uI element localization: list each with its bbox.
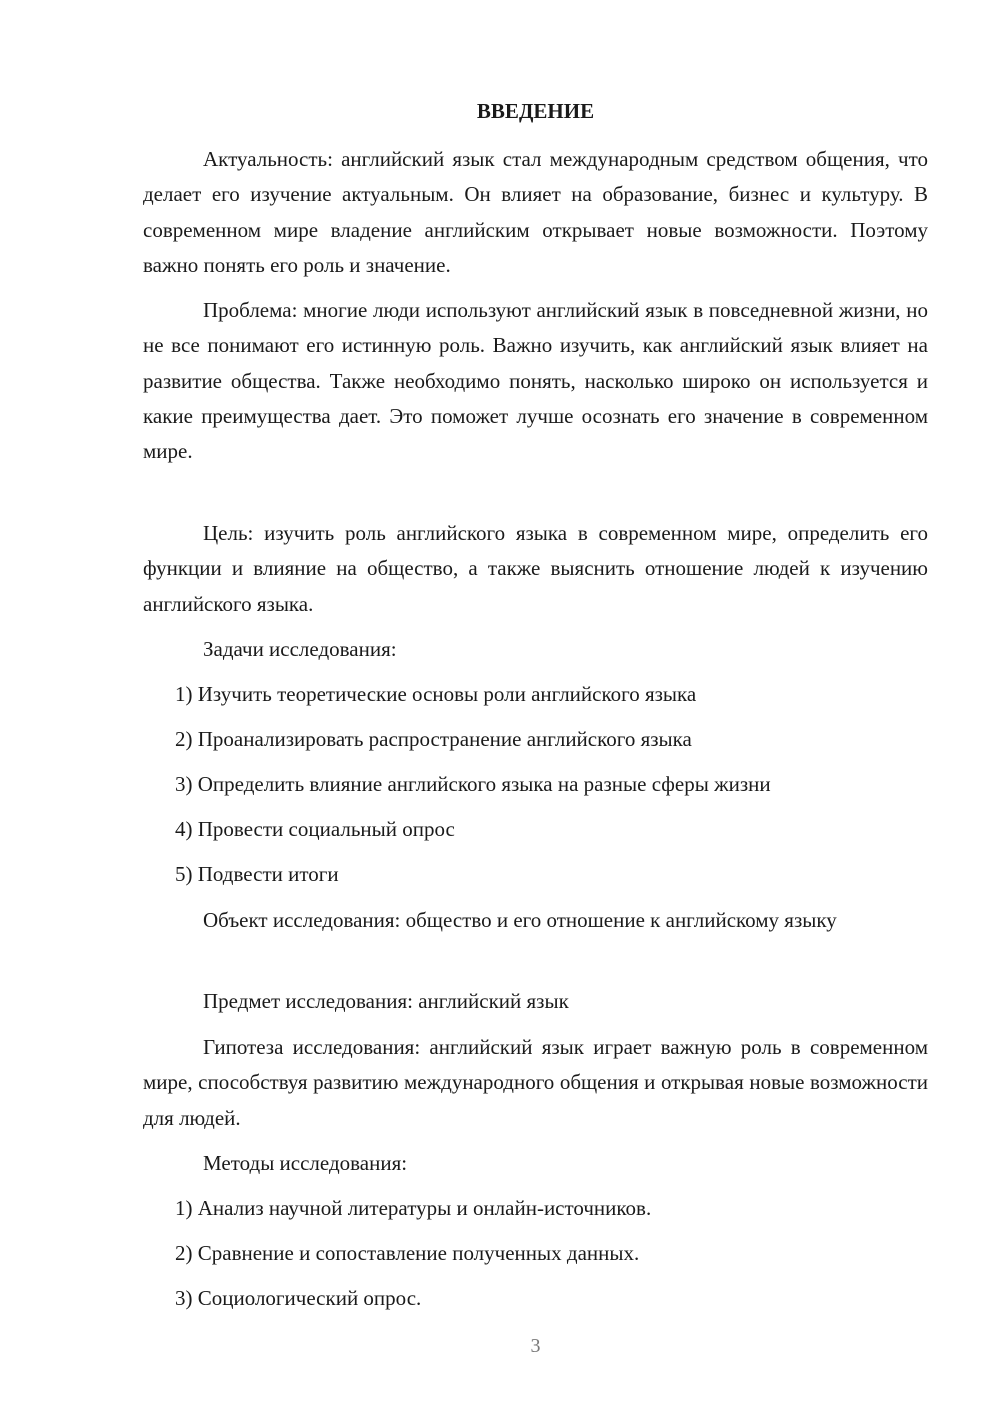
task-item-3: 3) Определить влияние английского языка на разные сферы жизни [175,772,771,796]
hypothesis-paragraph: Гипотеза исследования: английский язык играет важную роль в современном мире, способствуя развитию международного общения и открывая новые возможности для людей. [143,1035,928,1130]
problem-paragraph: Проблема: многие люди используют английский язык в повседневной жизни, но не все понимают его истинную роль. Важно изучить, как английский язык влияет на развитие общества. Также необходимо понять, насколько широко он используется и какие преимущества дает. Это поможет лучше осознать его значение в современном мире. [143,298,928,464]
page-title: ВВЕДЕНИЕ [476,99,595,123]
tasks-title: Задачи исследования: [203,637,397,661]
task-item-4: 4) Провести социальный опрос [175,817,455,841]
relevance-paragraph: Актуальность: английский язык стал международным средством общения, что делает его изучение актуальным. Он влияет на образование, бизнес и культуру. В современном мире владение английским открывает новые возможности. Поэтому важно понять его роль и значение. [143,147,928,277]
goal-paragraph: Цель: изучить роль английского языка в современном мире, определить его функции и влияние на общество, а также выяснить отношение людей к изучению английского языка. [143,521,928,616]
subject-paragraph: Предмет исследования: английский язык [203,989,569,1013]
method-item-2: 2) Сравнение и сопоставление полученных данных. [175,1241,640,1265]
task-item-2: 2) Проанализировать распространение английского языка [175,727,692,751]
method-item-3: 3) Социологический опрос. [175,1286,422,1310]
task-item-5: 5) Подвести итоги [175,862,339,886]
document-page [143,0,928,1414]
task-item-1: 1) Изучить теоретические основы роли английского языка [175,682,697,706]
methods-title: Методы исследования: [203,1151,408,1175]
page-number: 3 [530,1335,541,1357]
method-item-1: 1) Анализ научной литературы и онлайн-источников. [175,1196,652,1220]
object-paragraph: Объект исследования: общество и его отношение к английскому языку [203,908,837,932]
